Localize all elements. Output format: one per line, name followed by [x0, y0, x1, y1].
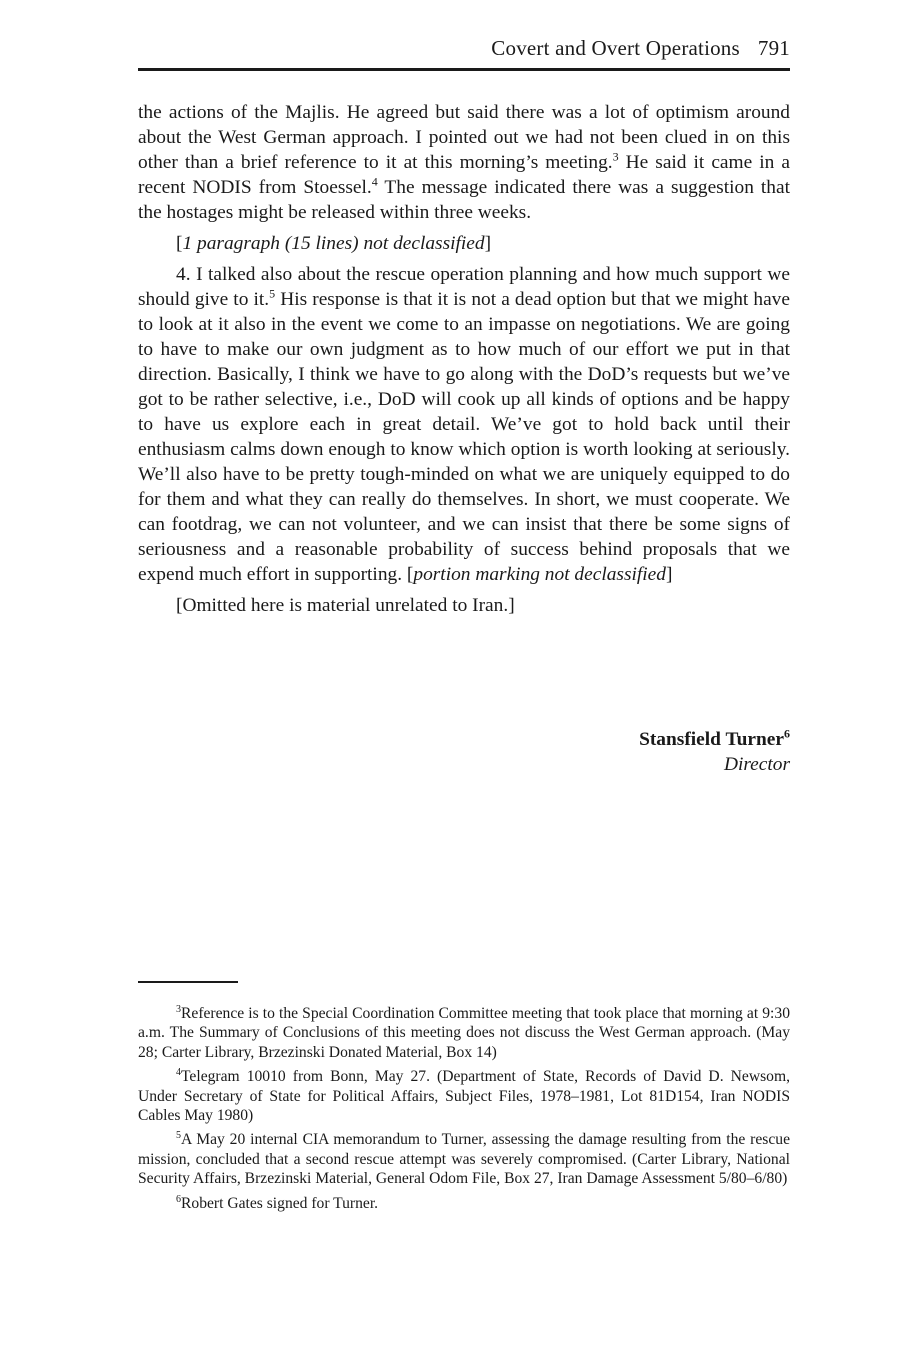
- signature-name: Stansfield Turner$^6$: [639, 726, 790, 750]
- paragraph-continued: the actions of the Majlis. He agreed but said there was a lot of optimism around about the West German approach. I pointed out we had not been clued in on this other than a brief reference to it at this morning’s meeting.$^3$ He said it came in a recent NODIS from Stoessel.$^4$ The message indicated there was a suggestion that the hostages might be released within three weeks.: [138, 102, 790, 223]
- page-number: 791: [757, 36, 790, 60]
- header-rule: [138, 68, 790, 71]
- footnote-ref-4[interactable]: 4: [371, 174, 378, 189]
- body-text: [138, 100, 790, 622]
- running-header: [138, 36, 790, 61]
- paragraph-not-declassified: [1 paragraph (15 lines) not declassified]: [176, 233, 492, 254]
- footnote-rule: [138, 981, 238, 983]
- paragraph-rescue-operation: 4. I talked also about the rescue operation planning and how much support we should give to it.$^5$ His response is that it is not a dead option but that we might have to look at it also in the event we come to an impasse on negotiations. We are going to have to make our own judgment as to how much of our effort we put in that direction. Basically, I think we have to go along with the DoD’s requests but we’ve got to be rather selective, i.e., DoD will cook up all kinds of options and be happy to have us explore each in great detail. We’ve got to hold back until their enthusiasm calms down enough to know which option is worth looking at seriously. We’ll also have to be pretty tough-minded on what we are uniquely equipped to do for them and what they can really do themselves. In short, we must cooperate. We can footdrag, we can not volunteer, and we can insist that there be some signs of seriousness and a reasonable probability of success behind proposals that we expend much effort in supporting. [portion marking not declassified]: [138, 264, 790, 585]
- signature-block: [138, 727, 790, 777]
- footnote-5: $^5$A May 20 internal CIA memorandum to Turner, assessing the damage resulting from the rescue mission, concluded that a second rescue attempt was severely compromised. (Carter Library, National Security Affairs, Brzezinski Material, General Odom File, Box 27, Iran Damage Assessment 5/80–6/80): [138, 1130, 790, 1188]
- running-title: Covert and Overt Operations: [491, 36, 740, 60]
- signature-title: Director: [723, 754, 790, 775]
- paragraph-omitted-material: [Omitted here is material unrelated to Iran.]: [176, 595, 515, 616]
- footnote-ref-6[interactable]: 6: [784, 726, 790, 741]
- footnote-ref-3[interactable]: 3: [612, 149, 619, 164]
- footnote-6: $^6$Robert Gates signed for Turner.: [176, 1193, 379, 1212]
- footnote-4: $^4$Telegram 10010 from Bonn, May 27. (Department of State, Records of David D. Newsom, Under Secretary of State for Political Affairs, Subject Files, 1978–1981, Lot 81D154, Iran NODIS Cables May 1980): [138, 1067, 790, 1125]
- footnotes: [138, 1004, 790, 1218]
- footnote-3: $^3$Reference is to the Special Coordination Committee meeting that took place that morning at 9:30 a.m. The Summary of Conclusions of this meeting does not discuss the West German approach. (May 28; Carter Library, Brzezinski Donated Material, Box 14): [138, 1003, 790, 1061]
- footnote-ref-5[interactable]: 5: [269, 286, 276, 301]
